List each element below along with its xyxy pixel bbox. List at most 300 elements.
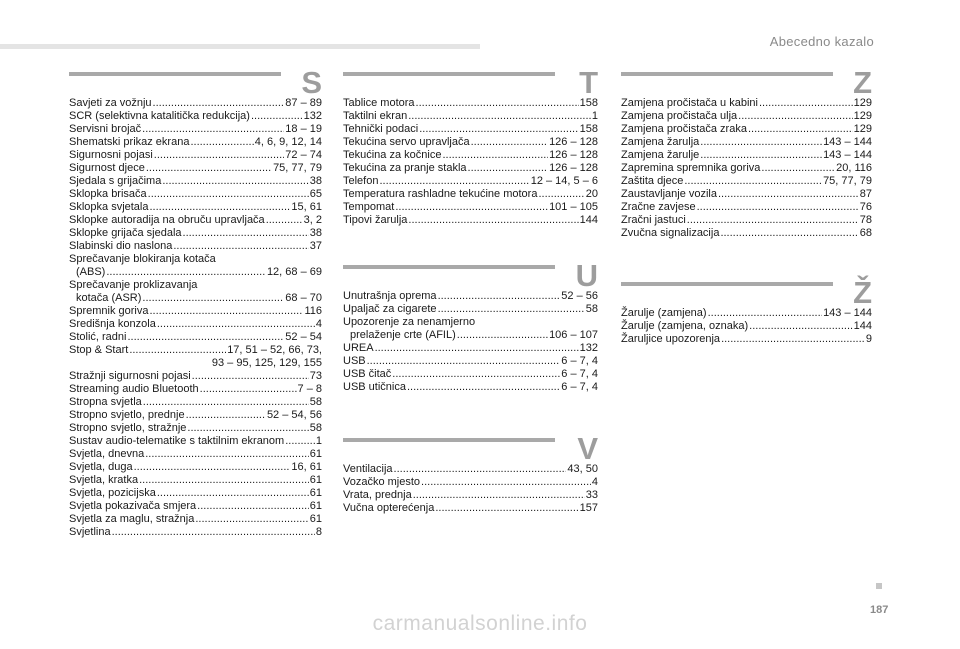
index-entry-term: Zaustavljanje vozila [621,188,717,200]
index-entry-page: 106 – 107 [549,329,598,341]
index-entry-term: Sprečavanje proklizavanja [69,279,198,291]
index-entry-term: Središnja konzola [69,318,156,330]
index-entry-page: 61 [309,487,322,499]
section-letter: Ž [853,275,872,310]
index-entry-page: 143 – 144 [823,307,872,319]
index-entry-term: Shematski prikaz ekrana [69,136,190,148]
index-entry-term: Svjetlina [69,526,111,538]
section-u [343,259,598,394]
index-entry-page: 87 – 89 [285,97,322,109]
index-entry-term: Zapremina spremnika goriva [621,162,761,174]
index-entry-term: Svjetla, kratka [69,474,139,486]
index-entry-page: 4, 6, 9, 12, 14 [254,136,322,148]
index-entry [69,136,322,149]
dot-leader [408,110,591,123]
dot-leader [142,123,284,136]
section-divider [621,282,833,286]
dot-leader [153,97,285,110]
index-entry-term: Tipovi žarulja [343,214,408,226]
index-entry-page: 132 [579,342,598,354]
index-entry-page: 61 [309,474,322,486]
index-entry-page: 38 [309,175,322,187]
index-entry-page: 129 [853,110,872,122]
index-entry-term: Zamjena žarulje [621,149,700,161]
index-entry-page: 143 – 144 [823,149,872,161]
dot-leader [421,476,591,489]
index-entry-term: Zamjena pročistača u kabini [621,97,758,109]
index-entry [343,110,598,123]
index-entry-term: USB čitač [343,368,392,380]
index-entry-page: 68 – 70 [285,292,322,304]
index-entries [343,97,598,227]
section-divider [621,72,833,76]
index-entry-term: Sklopke grijača sjedala [69,227,182,239]
index-entry [621,123,872,136]
index-entry-term: USB [343,355,366,367]
index-entry [69,188,322,201]
index-entry-page: 87 [859,188,872,200]
index-entries [343,463,598,515]
index-entry-term: Vozačko mjesto [343,476,421,488]
dot-leader [157,318,315,331]
dot-leader [146,162,272,175]
index-entry [621,97,872,110]
index-entry-page: 129 [853,97,872,109]
index-entry [69,383,322,396]
index-entry [69,370,322,383]
index-entry [69,500,322,513]
index-entry-page: 126 – 128 [549,162,598,174]
dot-leader [379,175,529,188]
dot-leader [266,214,303,227]
index-entry [69,435,322,448]
index-entry-term: Sigurnost djece [69,162,145,174]
index-entry [69,123,322,136]
dot-leader [285,435,315,448]
index-entry-page: 158 [579,97,598,109]
index-entry-term: SCR (selektivna katalitička redukcija) [69,110,250,122]
section-divider [343,265,555,269]
index-entry-page: 58 [585,303,598,315]
index-entry-term: Žarulje (zamjena, oznaka) [621,320,749,332]
index-entry [343,489,598,502]
index-entry-term: Svjetla, dnevna [69,448,145,460]
index-entry-term: Tekućina za kočnice [343,149,442,161]
footer-marker [876,583,882,589]
index-entry-page: 61 [309,448,322,460]
index-entry [69,526,322,539]
section-s [69,66,322,539]
index-entry [69,409,322,422]
index-entry-term: Tablice motora [343,97,415,109]
index-entry-term: Stolić, radni [69,331,127,343]
index-entry [69,513,322,526]
dot-leader [251,110,303,123]
dot-leader [416,97,579,110]
index-entry [69,448,322,461]
index-entry-page: 20, 116 [836,162,872,174]
index-entry-page: 33 [585,489,598,501]
index-entry [621,307,872,320]
index-entry-page: 6 – 7, 4 [561,368,598,380]
index-entry-term: Upozorenje za nenamjerno [343,316,476,328]
section-header [69,65,322,100]
index-entry [69,396,322,409]
index-entry [343,381,598,394]
index-entry-term: Slabinski dio naslona [69,240,173,252]
top-decorative-bar [0,44,480,49]
section-zh [621,276,872,346]
dot-leader [538,188,584,201]
dot-leader [435,502,578,515]
index-entry [343,342,598,355]
index-entry-term: kotača (ASR) [76,292,142,304]
dot-leader [142,292,284,305]
index-entry-page: 101 – 105 [549,201,598,213]
section-divider [69,72,281,76]
section-v [343,432,598,515]
dot-leader [749,320,852,333]
dot-leader [129,344,226,357]
index-entry-page: 4 [591,476,598,488]
dot-leader [759,97,853,110]
index-entry-page: 73 [309,370,322,382]
index-entry-page: 7 – 8 [297,383,322,395]
index-entry-term: Savjeti za vožnju [69,97,152,109]
section-t [343,66,598,227]
dot-leader [471,136,548,149]
dot-leader [143,396,309,409]
index-entry [621,201,872,214]
section-header [343,258,598,293]
index-entry-page: 52 – 54, 56 [266,409,322,421]
index-entry-page: 20 [585,188,598,200]
index-entry [343,97,598,110]
index-entry [69,149,322,162]
index-entry-term: Spremnik goriva [69,305,149,317]
dot-leader [748,123,853,136]
index-entries [621,307,872,346]
dot-leader [394,463,567,476]
index-entry-term: Svjetla pokazivača smjera [69,500,197,512]
dot-leader [708,307,822,320]
index-entry-page: 58 [309,422,322,434]
index-entry-term: Zaštita djece [621,175,684,187]
index-entry-page: 6 – 7, 4 [561,355,598,367]
index-entry-page: 1 [591,110,598,122]
index-entry-page: 78 [859,214,872,226]
index-entry [621,136,872,149]
dot-leader [139,474,309,487]
page-number: 187 [870,604,889,616]
page-header-title: Abecedno kazalo [769,34,874,49]
dot-leader [457,329,548,342]
section-header [343,65,598,100]
index-entry-page: 37 [309,240,322,252]
index-entry-term: Zamjena pročistača ulja [621,110,738,122]
index-entry [343,188,598,201]
section-letter: U [575,258,598,293]
dot-leader [183,227,309,240]
dot-leader [367,355,561,368]
index-entry [621,227,872,240]
index-entry-term: Ventilacija [343,463,393,475]
dot-leader [697,201,859,214]
index-entry-page: 4 [315,318,322,330]
index-entry-term: Sprečavanje blokiranja kotača [69,253,216,265]
index-entries [343,290,598,394]
dot-leader [438,290,561,303]
dot-leader [438,303,585,316]
index-entry [69,461,322,474]
dot-leader [442,149,548,162]
dot-leader [200,383,297,396]
index-entry-page: 132 [303,110,322,122]
index-entry-page: 52 – 54 [285,331,322,343]
dot-leader [127,331,284,344]
section-header [343,431,598,466]
index-entry [69,201,322,214]
dot-leader [190,136,253,149]
dot-leader [192,370,309,383]
index-entry-term: Svjetla, pozicijska [69,487,156,499]
index-entry [69,227,322,240]
index-entry [343,329,598,342]
index-entry [69,331,322,344]
index-entry [69,175,322,188]
dot-leader [149,305,303,318]
index-entry-page: 61 [309,500,322,512]
index-entry-term: Zračni jastuci [621,214,686,226]
index-entry-term: Stropno svjetlo, stražnje [69,422,187,434]
dot-leader [162,175,308,188]
index-entries [69,97,322,539]
index-entry [69,266,322,279]
dot-leader [186,409,266,422]
index-entry-term: Tekućina za pranje stakla [343,162,467,174]
dot-leader [700,149,822,162]
index-entry-term: Tekućina servo upravljača [343,136,470,148]
index-entry [343,162,598,175]
dot-leader [134,461,291,474]
index-entry [343,149,598,162]
index-entry-term: Stražnji sigurnosni pojasi [69,370,191,382]
index-entry-page: 158 [579,123,598,135]
index-entry-term: Zvučna signalizacija [621,227,720,239]
index-entry [343,214,598,227]
index-entry [343,303,598,316]
index-entry-page: 38 [309,227,322,239]
index-entry-term: (ABS) [76,266,106,278]
dot-leader [392,368,560,381]
index-entry-page: 116 [304,305,322,317]
dot-leader [150,201,291,214]
index-entry-page: 144 [853,320,872,332]
dot-leader [112,526,315,539]
index-entry-page: 126 – 128 [549,149,598,161]
index-entry [343,463,598,476]
index-column-3 [621,65,872,345]
index-entry [69,422,322,435]
index-entry [69,344,322,357]
dot-leader [407,381,560,394]
index-entry-page: 15, 61 [291,201,322,213]
index-entry-page: 17, 51 – 52, 66, 73, [227,344,322,356]
index-entry-page: 16, 61 [291,461,322,473]
index-entry [69,318,322,331]
index-entry-page: 58 [309,396,322,408]
section-divider [343,438,555,442]
dot-leader [419,123,578,136]
index-entry-page: 9 [865,333,872,345]
index-entry-term: Sklopke autoradija na obruču upravljača [69,214,265,226]
index-entry-page: 6 – 7, 4 [561,381,598,393]
section-z [621,66,872,240]
index-entry-page: 43, 50 [567,463,598,475]
section-letter: V [577,431,598,466]
index-entry-page: 61 [309,513,322,525]
index-entry-term: Sustav audio-telematike s taktilnim ekranom [69,435,285,447]
index-entry-term: Vučna opterećenja [343,502,435,514]
index-entry [621,110,872,123]
index-entry [621,320,872,333]
index-entry-page: 157 [579,502,598,514]
index-entry-page: 72 – 74 [285,149,322,161]
dot-leader [106,266,266,279]
dot-leader [700,136,822,149]
index-entry-term: Streaming audio Bluetooth [69,383,199,395]
dot-leader [197,500,309,513]
index-entry [621,333,872,346]
index-entry-term: Sjedala s grijačima [69,175,162,187]
index-entry [343,123,598,136]
index-entry-page: 143 – 144 [823,136,872,148]
index-entry-page: 75, 77, 79 [823,175,872,187]
index-entry [69,97,322,110]
index-entry-page: 144 [579,214,598,226]
index-entry-term: Taktilni ekran [343,110,408,122]
dot-leader [157,487,309,500]
index-entry [343,502,598,515]
section-letter: T [579,65,598,100]
index-entry-term: Sklopka svjetala [69,201,149,213]
index-entry-term: Zamjena pročistača zraka [621,123,747,135]
dot-leader [761,162,835,175]
index-entry-page: 68 [859,227,872,239]
dot-leader [187,422,308,435]
dot-leader [395,201,548,214]
dot-leader [413,489,585,502]
index-entry-page: 76 [859,201,872,213]
index-entry [343,290,598,303]
index-entry [69,474,322,487]
index-entry-page: 12 – 14, 5 – 6 [530,175,598,187]
index-entry-page: 93 – 95, 125, 129, 155 [211,357,322,369]
index-entry-term: Stropna svjetla [69,396,142,408]
index-entry-term: Žaruljice upozorenja [621,333,721,345]
index-entry-page: 12, 68 – 69 [266,266,322,278]
index-entry-page: 18 – 19 [285,123,322,135]
index-entry-term: prelaženje crte (AFIL) [350,329,456,341]
dot-leader [687,214,859,227]
index-entry-term: Žarulje (zamjena) [621,307,707,319]
index-entry [343,355,598,368]
index-entries [621,97,872,240]
index-entry-page: 129 [853,123,872,135]
dot-leader [375,342,579,355]
index-entry [69,487,322,500]
index-entry-term: Temperatura rashladne tekućine motora [343,188,538,200]
dot-leader [173,240,308,253]
section-divider [343,72,555,76]
index-entry-term: Tempomat [343,201,395,213]
index-entry-page: 75, 77, 79 [273,162,322,174]
index-entry [69,162,322,175]
index-entry [343,136,598,149]
index-entry [621,188,872,201]
dot-leader [195,513,308,526]
index-entry [69,240,322,253]
index-entry-term: Svjetla, duga [69,461,133,473]
index-entry-term: Servisni brojač [69,123,142,135]
index-entry [69,214,322,227]
index-entry-page: 1 [315,435,322,447]
section-letter: S [301,65,322,100]
index-entry-term: Unutrašnja oprema [343,290,437,302]
index-entry [69,305,322,318]
dot-leader [468,162,549,175]
index-entry [621,214,872,227]
section-header [621,65,872,100]
dot-leader [718,188,859,201]
index-entry-page: 3, 2 [303,214,322,226]
index-entry-term: Vrata, prednja [343,489,412,501]
index-entry-term: UREA [343,342,374,354]
index-entry-page: 8 [315,526,322,538]
index-entry-term: Upaljač za cigarete [343,303,437,315]
index-entry-page: 52 – 56 [561,290,598,302]
index-entry-term: Telefon [343,175,379,187]
index-entry-term: Zračne zavjese [621,201,696,213]
section-letter: Z [853,65,872,100]
index-entry [621,175,872,188]
index-entry-term: USB utičnica [343,381,406,393]
index-entry [343,201,598,214]
dot-leader [720,227,858,240]
index-column-1 [69,66,322,539]
dot-leader [154,149,285,162]
index-entry [343,368,598,381]
index-entry [343,476,598,489]
watermark: carmanualsonline.info [372,612,588,635]
index-entry [69,292,322,305]
dot-leader [721,333,865,346]
index-entry-term: Zamjena žarulja [621,136,700,148]
index-entry-term: Stop & Start [69,344,129,356]
index-entry-page: 126 – 128 [549,136,598,148]
index-entry [343,175,598,188]
index-entry [69,110,322,123]
index-entry [621,162,872,175]
dot-leader [148,188,309,201]
index-entry-page: 65 [309,188,322,200]
index-column-2 [343,65,598,514]
index-entry [621,149,872,162]
index-entry-term: Sigurnosni pojasi [69,149,153,161]
index-entry-term: Tehnički podaci [343,123,419,135]
index-entry-term: Sklopka brisača [69,188,147,200]
index-entry-term: Stropno svjetlo, prednje [69,409,185,421]
